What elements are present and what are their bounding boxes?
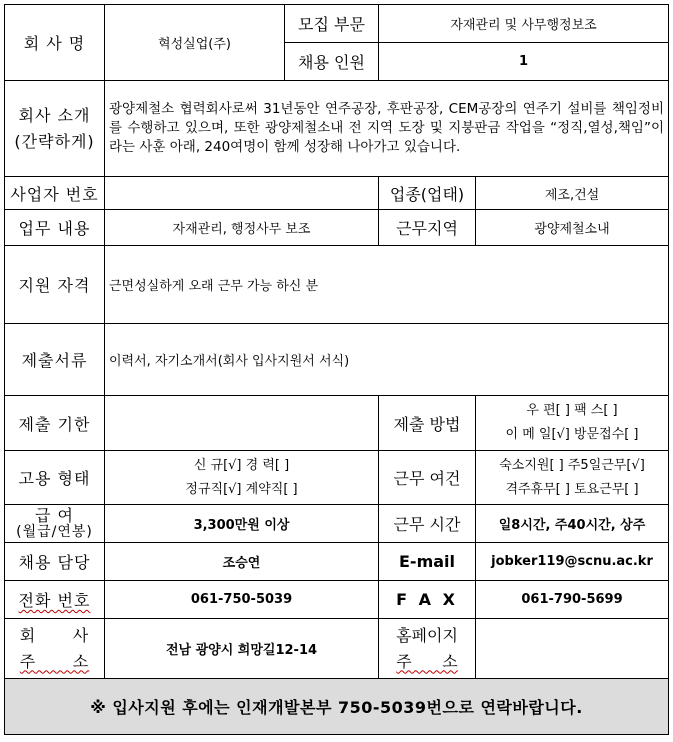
- method-label: 제출 방법: [379, 396, 476, 451]
- duty-value: 자재관리, 행정사무 보조: [105, 210, 379, 246]
- documents-value: 이력서, 자기소개서(회사 입사지원서 서식): [105, 324, 669, 396]
- work-hours-value: 일8시간, 주40시간, 상주: [476, 505, 669, 543]
- employment-type-value: [105, 451, 379, 505]
- job-posting-form: [4, 4, 669, 735]
- address-value: 전남 광양시 희망길12-14: [105, 619, 379, 679]
- homepage-label: [379, 619, 476, 679]
- bizno-label: 사업자 번호: [5, 177, 105, 210]
- address-label-2: 주 소: [19, 651, 90, 671]
- documents-label: 제출서류: [5, 324, 105, 396]
- recruit-count-value: 1: [379, 43, 669, 81]
- work-conditions-line-2: 격주휴무[ ] 토요근무[ ]: [505, 481, 639, 497]
- company-intro-label-1: 회사 소개: [18, 105, 91, 125]
- method-value: [476, 396, 669, 451]
- location-label: 근무지역: [379, 210, 476, 246]
- phone-label: [5, 581, 105, 619]
- footer-notice: ※ 입사지원 후에는 인재개발본부 750-5039번으로 연락바랍니다.: [5, 679, 669, 735]
- qualification-label: 지원 자격: [5, 246, 105, 324]
- industry-label: 업종(업태): [379, 177, 476, 210]
- phone-label-text: 전화 번호: [18, 591, 91, 610]
- employment-type-line-2: 정규직[√] 계약직[ ]: [185, 481, 298, 497]
- employment-type-label: 고용 형태: [5, 451, 105, 505]
- deadline-value: [105, 396, 379, 451]
- work-hours-label: 근무 시간: [379, 505, 476, 543]
- salary-value: 3,300만원 이상: [105, 505, 379, 543]
- homepage-label-1: 홈페이지: [396, 625, 458, 645]
- salary-label: [5, 505, 105, 543]
- phone-value: 061-750-5039: [105, 581, 379, 619]
- recruit-field-value: 자재관리 및 사무행정보조: [379, 5, 669, 43]
- company-name-value: 혁성실업(주): [105, 5, 285, 81]
- work-conditions-line-1: 숙소지원[ ] 주5일근무[√]: [499, 457, 645, 473]
- recruit-count-label: 채용 인원: [285, 43, 379, 81]
- company-intro-text: 광양제철소 협력회사로써 31년동안 연주공장, 후판공장, CEM공장의 연주기 설비를 책임정비를 수행하고 있으며, 또한 광양제철소내 전 지역 도장 및 지붕판금 작업을 “정직,열성,책임”이라는 사훈 아래, 240여명이 함께 성장해 나아가고 있습니다.: [105, 81, 669, 177]
- address-label: [5, 619, 105, 679]
- location-value: 광양제철소내: [476, 210, 669, 246]
- address-label-1: 회 사: [19, 625, 90, 645]
- method-line-2: 이 메 일[√] 방문접수[ ]: [505, 427, 639, 442]
- deadline-label: 제출 기한: [5, 396, 105, 451]
- manager-value: 조승연: [105, 543, 379, 581]
- manager-label: 채용 담당: [5, 543, 105, 581]
- homepage-label-2: 주 소: [396, 651, 458, 671]
- recruit-field-label: 모집 부문: [285, 5, 379, 43]
- method-line-1: 우 편[ ] 팩 스[ ]: [526, 403, 618, 418]
- email-value: jobker119@scnu.ac.kr: [476, 543, 669, 581]
- salary-label-2: (월급/연봉): [16, 523, 93, 540]
- email-label: E-mail: [379, 543, 476, 581]
- duty-label: 업무 내용: [5, 210, 105, 246]
- company-intro-label-2: (간략하게): [14, 131, 95, 151]
- employment-type-line-1: 신 규[√] 경 력[ ]: [193, 457, 290, 473]
- fax-value: 061-790-5699: [476, 581, 669, 619]
- work-conditions-value: [476, 451, 669, 505]
- work-conditions-label: 근무 여건: [379, 451, 476, 505]
- salary-label-1: 급 여: [35, 505, 74, 525]
- bizno-value: [105, 177, 379, 210]
- industry-value: 제조,건설: [476, 177, 669, 210]
- company-intro-label: [5, 81, 105, 177]
- homepage-value: [476, 619, 669, 679]
- company-name-label: 회 사 명: [5, 5, 105, 81]
- qualification-value: 근면성실하게 오래 근무 가능 하신 분: [105, 246, 669, 324]
- fax-label: F A X: [379, 581, 476, 619]
